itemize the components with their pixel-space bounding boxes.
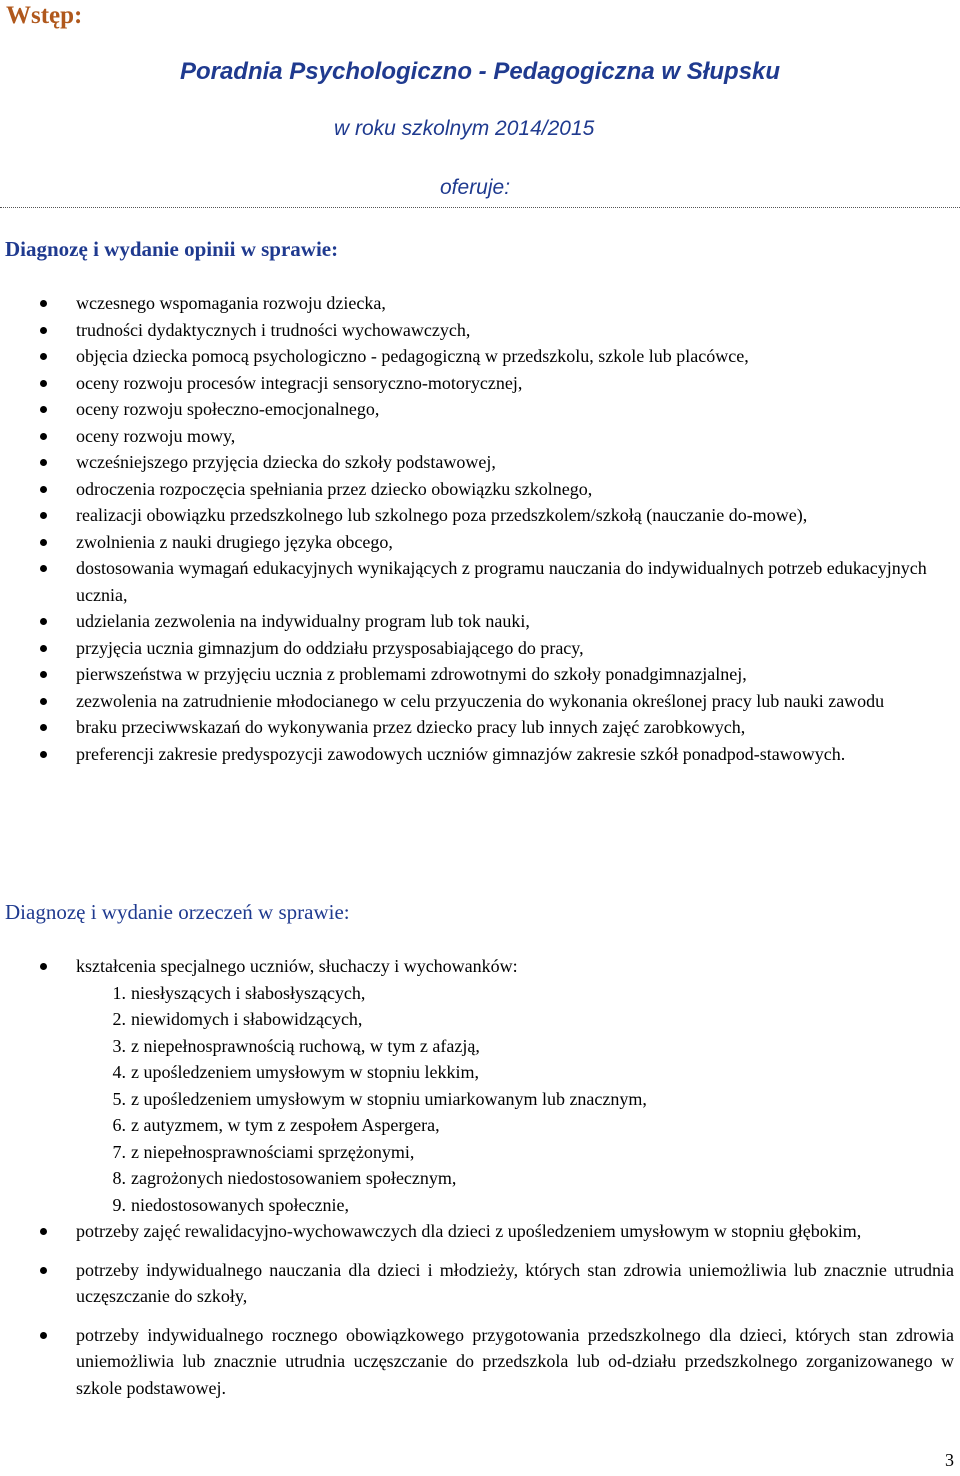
list-item: oceny rozwoju mowy, xyxy=(0,423,960,450)
list-item: wczesnego wspomagania rozwoju dziecka, xyxy=(0,290,960,317)
list-item: wcześniejszego przyjęcia dziecka do szkoły podstawowej, xyxy=(0,449,960,476)
sublist-text: z autyzmem, w tym z zespołem Aspergera, xyxy=(131,1115,440,1135)
list-item: potrzeby zajęć rewalidacyjno-wychowawczych dla dzieci z upośledzeniem umysłowym w stopniu głębokim, xyxy=(0,1218,960,1245)
sublist-number: 8. xyxy=(112,1168,126,1188)
list-item: potrzeby indywidualnego rocznego obowiązkowego przygotowania przedszkolnego dla dzieci, których stan zdrowia uniemożliwia lub znacznie utrudnia uczęszczanie do przedszkola lub od-działu przedszkolnego zorganizowanego w szkole podstawowej. xyxy=(0,1322,960,1402)
list-item: odroczenia rozpoczęcia spełniania przez dziecko obowiązku szkolnego, xyxy=(0,476,960,503)
sublist-number: 3. xyxy=(112,1035,126,1056)
sublist-item xyxy=(76,1033,954,1060)
list-item: udzielania zezwolenia na indywidualny program lub tok nauki, xyxy=(0,608,960,635)
list-item: dostosowania wymagań edukacyjnych wynikających z programu nauczania do indywidualnych potrzeb edukacyjnych ucznia, xyxy=(0,555,960,608)
sublist-item xyxy=(76,1112,954,1139)
sublist-item xyxy=(76,1165,954,1192)
sublist-item xyxy=(76,1139,954,1166)
list-item: oceny rozwoju społeczno-emocjonalnego, xyxy=(0,396,960,423)
sublist-text: z upośledzeniem umysłowym w stopniu lekkim, xyxy=(131,1062,479,1082)
sublist-item xyxy=(76,1059,954,1086)
sublist-text: z niepełnosprawnościami sprzężonymi, xyxy=(131,1141,415,1162)
list-item: trudności dydaktycznych i trudności wychowawczych, xyxy=(0,317,960,344)
opinions-list xyxy=(0,290,960,767)
sublist-number: 2. xyxy=(112,1009,126,1029)
list-item: preferencji zakresie predyspozycji zawodowych uczniów gimnazjów zakresie szkół ponadpod-stawowych. xyxy=(0,741,960,768)
list-item: realizacji obowiązku przedszkolnego lub szkolnego poza przedszkolem/szkołą (nauczanie do-mowe), xyxy=(0,502,960,529)
list-item-intro: kształcenia specjalnego uczniów, słuchaczy i wychowanków: xyxy=(76,956,518,976)
sublist-text: niesłyszących i słabosłyszących, xyxy=(131,982,366,1003)
document-title: Poradnia Psychologiczno - Pedagogiczna w Słupsku xyxy=(179,58,781,85)
sublist-item xyxy=(76,980,954,1007)
list-item: potrzeby indywidualnego nauczania dla dzieci i młodzieży, których stan zdrowia uniemożliwia lub znacznie utrudnia uczęszczanie do szkoły, xyxy=(0,1257,960,1310)
list-item: braku przeciwwskazań do wykonywania przez dziecko pracy lub innych zajęć zarobkowych, xyxy=(0,714,960,741)
list-item: zezwolenia na zatrudnienie młodocianego w celu przyuczenia do wykonania określonej pracy lub nauki zawodu xyxy=(0,688,960,715)
section-title-opinions: Diagnozę i wydanie opinii w sprawie: xyxy=(5,237,339,261)
rulings-list xyxy=(0,953,960,1401)
sublist-item xyxy=(76,1006,954,1033)
list-item: objęcia dziecka pomocą psychologiczno - pedagogiczną w przedszkolu, szkole lub placówce, xyxy=(0,343,960,370)
dotted-divider xyxy=(0,207,960,208)
sublist-text: niedostosowanych społecznie, xyxy=(131,1194,349,1215)
list-item xyxy=(0,953,960,1218)
list-item: przyjęcia ucznia gimnazjum do oddziału przysposabiającego do pracy, xyxy=(0,635,960,662)
sublist-number: 7. xyxy=(112,1141,126,1162)
list-item: zwolnienia z nauki drugiego języka obcego, xyxy=(0,529,960,556)
page-heading: Wstęp: xyxy=(6,2,83,29)
offers-label: oferuje: xyxy=(440,176,511,199)
sublist-number: 5. xyxy=(112,1088,126,1109)
special-education-sublist xyxy=(76,980,954,1219)
sublist-item xyxy=(76,1086,954,1113)
sublist-number: 6. xyxy=(112,1115,126,1135)
sublist-number: 4. xyxy=(112,1062,126,1082)
sublist-item xyxy=(76,1192,954,1219)
list-item: pierwszeństwa w przyjęciu ucznia z problemami zdrowotnymi do szkoły ponadgimnazjalnej, xyxy=(0,661,960,688)
sublist-text: niewidomych i słabowidzących, xyxy=(131,1009,363,1029)
section-title-rulings: Diagnozę i wydanie orzeczeń w sprawie: xyxy=(5,900,350,924)
sublist-text: zagrożonych niedostosowaniem społecznym, xyxy=(131,1168,457,1188)
school-year: w roku szkolnym 2014/2015 xyxy=(334,117,595,140)
list-item: oceny rozwoju procesów integracji sensoryczno-motorycznej, xyxy=(0,370,960,397)
sublist-number: 9. xyxy=(112,1194,126,1215)
sublist-number: 1. xyxy=(112,982,126,1003)
sublist-text: z niepełnosprawnością ruchową, w tym z afazją, xyxy=(131,1035,480,1056)
page-number: 3 xyxy=(945,1450,954,1470)
sublist-text: z upośledzeniem umysłowym w stopniu umiarkowanym lub znacznym, xyxy=(131,1088,647,1109)
